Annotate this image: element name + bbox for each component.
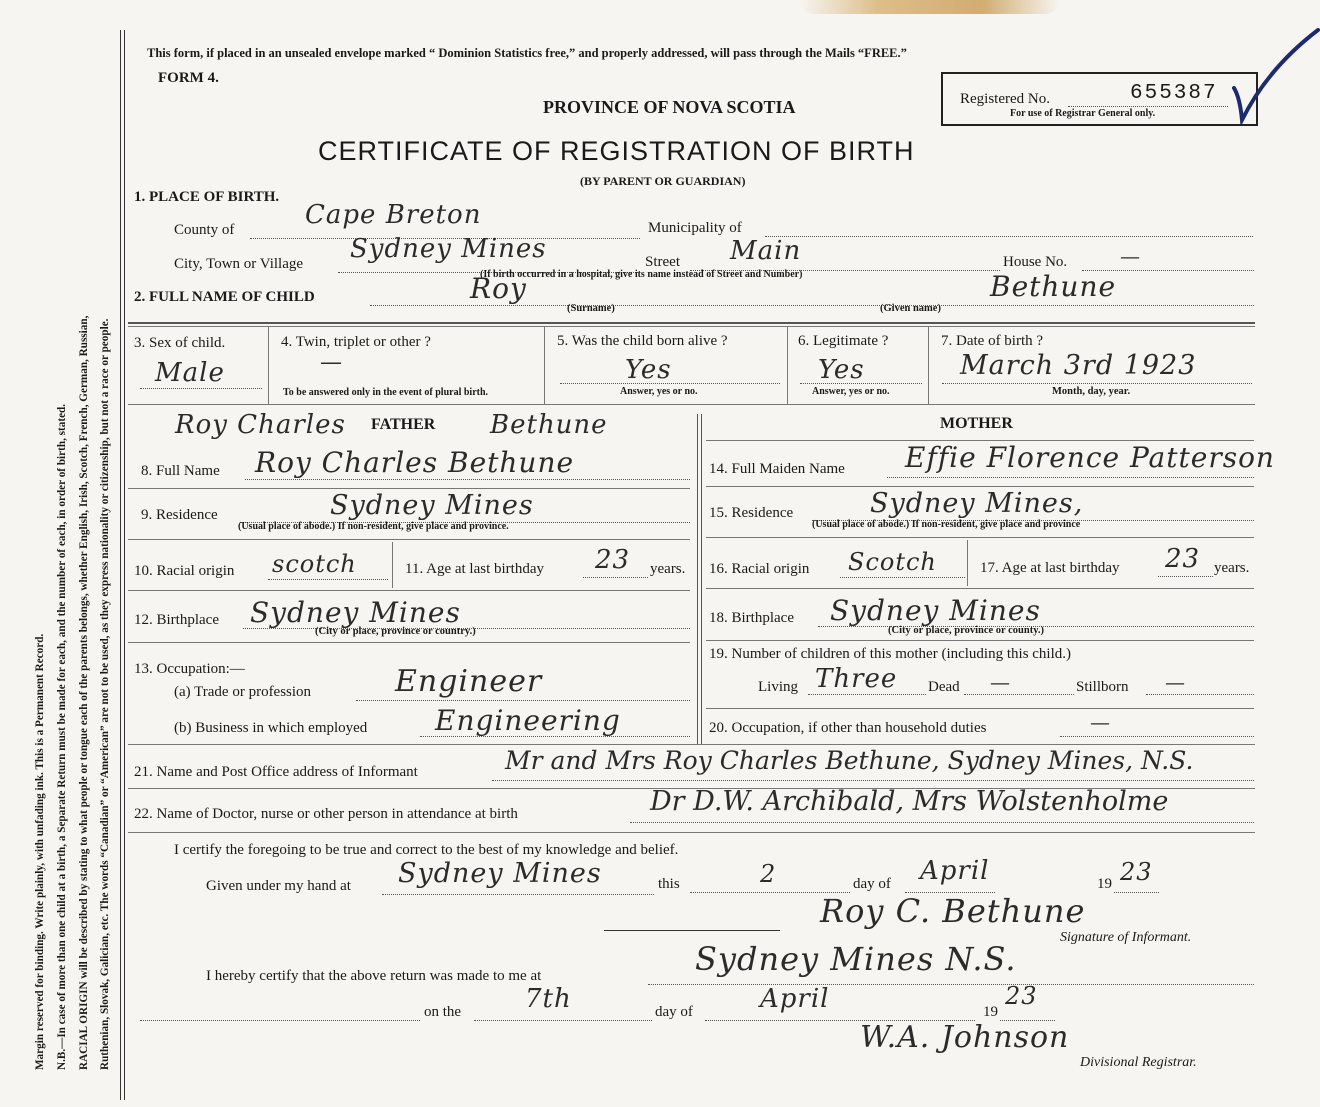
father-heading-last: Bethune [490,410,608,440]
dob-note: Month, day, year. [1052,386,1131,397]
registrar-day-value: 7th [525,984,572,1014]
side-note-multiple: N.B.—In case of more than one child at a birth, a Separate Return must be made for each, and the number of each, in order of birth, stated. [56,403,68,1070]
registered-number: 655387 [1130,82,1218,105]
father-birthplace-note: (City or place, province or country.) [315,626,476,637]
mother-occupation-label: 20. Occupation, if other than household duties [709,720,987,736]
check-mark-icon [1228,28,1320,124]
binding-margin-line-2 [124,30,125,1100]
father-birthplace-value: Sydney Mines [250,596,461,629]
father-race-label: 10. Racial origin [134,563,235,579]
doctor-label: 22. Name of Doctor, nurse or other person in attendance at birth [134,806,518,822]
stillborn-label: Stillborn [1076,679,1129,695]
father-age-value: 23 [595,545,631,575]
on-the-label: on the [424,1004,462,1020]
side-note-binding: Margin reserved for binding. Write plainly, with unfading ink. This is a Permanent Record. [34,633,46,1070]
dob-value: March 3rd 1923 [960,350,1197,381]
informant-value: Mr and Mrs Roy Charles Bethune, Sydney Mines, N.S. [505,746,1194,775]
informant-signature-label: Signature of Informant. [1060,930,1192,945]
mother-birthplace-note: (City or place, province or county.) [888,625,1045,636]
living-value: Three [815,664,898,694]
father-birthplace-label: 12. Birthplace [134,612,219,628]
city-value: Sydney Mines [350,234,547,264]
mother-occupation-value: — [1090,710,1111,734]
mother-heading: MOTHER [940,415,1013,432]
registrar-signature-label: Divisional Registrar. [1080,1055,1197,1070]
given-place-value: Sydney Mines [398,858,602,889]
mother-birthplace-label: 18. Birthplace [709,610,794,626]
alive-value: Yes [625,355,672,385]
mother-age-unit: years. [1214,560,1250,576]
registrar-signature: W.A. Johnson [860,1020,1070,1055]
mother-residence-note: (Usual place of abode.) If non-resident, give place and province [812,519,1081,530]
certificate-subtitle: (BY PARENT OR GUARDIAN) [580,174,746,188]
side-note-racial-1: RACIAL ORIGIN will be described by stating to what people or tongue each of the parents belongs, whether English, Irish, Scotch, French, German, Russian, [78,315,90,1070]
street-label: Street [645,254,680,270]
dead-value: — [990,670,1011,694]
surname-note: (Surname) [567,303,615,314]
mother-name-value: Effie Florence Patterson [905,441,1275,474]
month-value: April [920,856,990,886]
registrar-month-value: April [760,984,830,1014]
province-heading: PROVINCE OF NOVA SCOTIA [543,97,796,117]
legitimate-value: Yes [818,355,865,385]
father-name-label: 8. Full Name [141,463,220,479]
year-value: 23 [1120,858,1153,886]
mother-race-label: 16. Racial origin [709,561,810,577]
children-label: 19. Number of children of this mother (including this child.) [709,646,1072,662]
doctor-value: Dr D.W. Archibald, Mrs Wolstenholme [650,786,1169,817]
sex-value: Male [155,358,225,388]
mother-residence-label: 15. Residence [709,505,794,521]
father-residence-label: 9. Residence [141,507,218,523]
trade-label: (a) Trade or profession [174,684,312,700]
informant-label: 21. Name and Post Office address of Informant [134,764,418,780]
twin-label: 4. Twin, triplet or other ? [281,334,431,350]
county-label: County of [174,222,235,238]
mother-age-value: 23 [1165,544,1201,574]
form-number: FORM 4. [158,70,219,86]
father-occupation-label: 13. Occupation:— [134,661,245,677]
legitimate-label: 6. Legitimate ? [798,333,889,349]
paper-stain [800,0,1060,14]
father-residence-value: Sydney Mines [330,490,534,521]
binding-margin-line [120,30,121,1100]
father-heading-first: Roy Charles [175,410,346,440]
mother-race-value: Scotch [848,548,937,576]
mother-name-label: 14. Full Maiden Name [709,461,845,477]
parents-divider [697,414,698,744]
alive-note: Answer, yes or no. [620,386,698,397]
registrar-day-of-label: day of [655,1004,693,1020]
registrar-year-value: 23 [1005,982,1038,1010]
registrar-year-prefix: 19 [983,1004,998,1020]
living-label: Living [758,679,798,695]
father-age-label: 11. Age at last birthday [405,561,544,577]
informant-signature: Roy C. Bethune [820,892,1086,930]
father-age-unit: years. [650,561,686,577]
legitimate-note: Answer, yes or no. [812,386,890,397]
hospital-note: (If birth occurred in a hospital, give its name instead of Street and Number) [480,269,803,280]
sex-label: 3. Sex of child. [134,335,226,351]
twin-value: — [320,350,343,375]
rule-child-top [128,322,1255,324]
father-name-value: Roy Charles Bethune [255,446,575,479]
stillborn-value: — [1165,670,1186,694]
rule-child-bottom [128,404,1255,405]
registrar-place-value: Sydney Mines N.S. [695,940,1017,978]
mail-note: This form, if placed in an unsealed envelope marked “ Dominion Statistics free,” and properly addressed, will pass through the Mails “FREE.” [147,46,907,60]
mother-birthplace-value: Sydney Mines [830,594,1041,627]
registered-note: For use of Registrar General only. [1010,108,1156,119]
father-race-value: scotch [272,550,357,578]
municipality-label: Municipality of [648,220,742,236]
child-given-value: Bethune [990,270,1117,303]
street-value: Main [730,236,802,266]
registered-label: Registered No. [960,91,1050,107]
day-value: 2 [760,860,777,888]
father-residence-note: (Usual place of abode.) If non-resident, give place and province. [238,521,509,532]
side-note-racial-2: Ruthenian, Slovak, Galician, etc. The words “Canadian” or “American” are not to be used, as they express nationality or citizenship, but not a race or people. [99,318,111,1070]
alive-label: 5. Was the child born alive ? [557,333,728,349]
house-label: House No. [1003,254,1068,270]
mother-residence-value: Sydney Mines, [870,488,1084,519]
dead-label: Dead [928,679,960,695]
this-label: this [658,876,680,892]
day-of-label: day of [853,876,891,892]
house-value: — [1120,244,1141,268]
place-heading: 1. PLACE OF BIRTH. [134,189,280,205]
mother-age-label: 17. Age at last birthday [980,560,1120,576]
trade-value: Engineer [395,664,543,699]
child-name-label: 2. FULL NAME OF CHILD [134,289,315,305]
business-value: Engineering [435,704,621,737]
twin-note: To be answered only in the event of plural birth. [283,387,489,398]
city-label: City, Town or Village [174,256,304,272]
business-label: (b) Business in which employed [174,720,368,736]
county-value: Cape Breton [305,200,482,230]
dob-label: 7. Date of birth ? [941,333,1044,349]
registrar-text: I hereby certify that the above return was made to me at [206,968,542,984]
child-surname-value: Roy [470,272,527,305]
given-label: Given under my hand at [206,878,351,894]
given-name-note: (Given name) [880,303,941,314]
father-heading: FATHER [371,416,436,433]
certify-text: I certify the foregoing to be true and correct to the best of my knowledge and belief. [174,842,679,858]
certificate-title: CERTIFICATE OF REGISTRATION OF BIRTH [318,136,915,166]
year-prefix: 19 [1097,876,1112,892]
